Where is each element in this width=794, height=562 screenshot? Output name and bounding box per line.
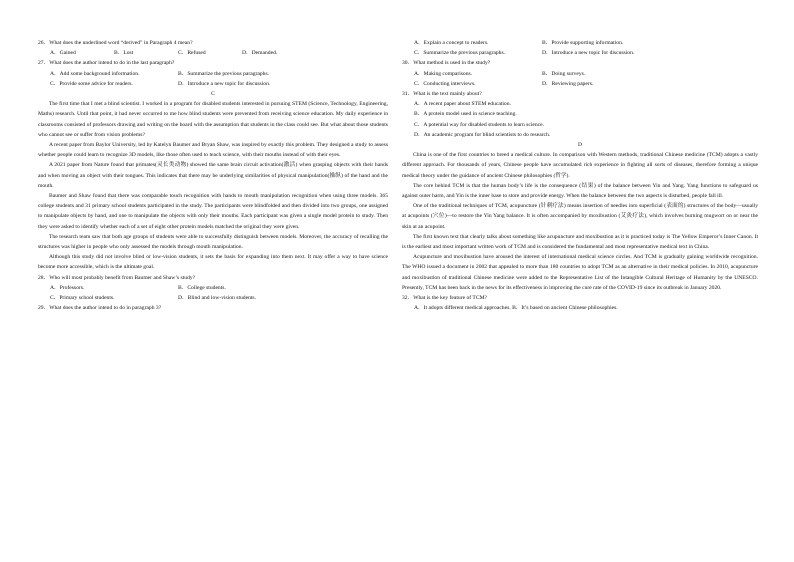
q30-option-b: B．Doing surveys. bbox=[542, 70, 586, 77]
question-28: 28．Who will most probably benefit from Baumer and Shaw’s study? bbox=[38, 274, 196, 281]
q29-option-d: D．Introduce a new topic for discussion. bbox=[542, 50, 635, 57]
q30-option-d: D．Reviewing papers. bbox=[542, 80, 594, 87]
question-27: 27．What does the author intend to do in the last paragraph? bbox=[38, 60, 175, 67]
passage-c-paragraph-1: The first time that I met a blind scientist. I worked in a program for disabled students interested in pursuing STEM (Science, Technology, Engineering, Maths) research. Until that point, it had never occurred to me how blind students were prevented from receiving science education. My daily experience in classrooms consisted of professors drawing and writing on the board with the assumption that students in the class could see. But what about those students who cannot see or suffer from vision problems? bbox=[38, 101, 388, 138]
q27-option-c: C．Provide some advice for readers. bbox=[50, 80, 133, 87]
passage-c-paragraph-6: Although this study did not involve blind or low-vision students, it sets the basis for expanding into them next. It may offer a way to have science become more accessible, which is the ultimate goal. bbox=[38, 254, 388, 271]
section-d-heading: D bbox=[577, 142, 583, 149]
question-28-options-row1 bbox=[38, 283, 388, 293]
passage-c-paragraph-3: A 2021 paper from Nature found that primates(灵长类动物) showed the same brain circuit activation(激活) when grasping objects with their hands and when moving an object with their tongues. This indicates that there may be underlying similarities of physical manipulation(操纵) of the hand and the mouth. bbox=[38, 162, 388, 189]
q31-option-d: D．An academic program for blind scientists to do research. bbox=[414, 131, 551, 138]
question-32: 32．What is the key feature of TCM? bbox=[402, 295, 488, 302]
q26-option-a: A．Gained bbox=[50, 50, 76, 57]
q29-option-b: B．Provide supporting information. bbox=[542, 40, 624, 46]
question-29-options-row1 bbox=[402, 38, 758, 48]
q28-option-b: B．College students. bbox=[178, 284, 226, 291]
question-30-options-row2 bbox=[402, 79, 758, 89]
question-28-options-row2 bbox=[38, 293, 388, 303]
q28-option-a: A．Professors. bbox=[50, 284, 85, 291]
q26-option-d: D．Demanded. bbox=[242, 50, 278, 57]
q30-option-a: A．Making comparisons. bbox=[414, 70, 473, 77]
passage-d-paragraph-1: China is one of the first countries to breed a medical culture. In comparison with Western methods, traditional Chinese medicine (TCM) adopts a vastly different approach. For thousands of years, Chinese people have accumulated rich experience in fighting all sorts of diseases, therefore forming a unique medical theory under the guidance of ancient Chinese philosophies (哲学). bbox=[402, 152, 758, 179]
section-c-heading: C bbox=[211, 91, 215, 98]
question-27-options-row2 bbox=[38, 79, 388, 89]
question-29-options-row2 bbox=[402, 48, 758, 58]
q31-option-b: B．A protein model used in science teaching. bbox=[414, 111, 517, 118]
passage-c-paragraph-2: A recent paper from Baylor University, led by Katelyn Baumer and Bryan Shaw, was inspired by exactly this problem. They designed a study to assess whether people could learn to recognize 3D models, like those often used to teach science, with their mouths instead of with their eyes. bbox=[38, 142, 388, 159]
question-31: 31．What is the text mainly about? bbox=[402, 91, 482, 98]
q29-option-a: A．Explain a concept to readers. bbox=[414, 40, 489, 46]
question-30-options-row1 bbox=[402, 69, 758, 79]
q26-option-b: B．Lost bbox=[114, 50, 134, 57]
q28-option-c: C．Primary school students. bbox=[50, 295, 115, 302]
passage-d-paragraph-3: One of the traditional techniques of TCM, acupuncture (针刺疗法) means insertion of needles into superficial (表面的) structures of the body—usually at acupoints (穴位)—to restore the Yin Yang balance. It is often accompanied by moxibustion (艾灸疗法), which involves burning mugwort on or near the skin at an acupoint. bbox=[402, 203, 758, 230]
right-column bbox=[402, 38, 758, 313]
q30-option-c: C．Conducting interviews. bbox=[414, 80, 476, 87]
q28-option-d: D．Blind and low-vision students. bbox=[178, 295, 257, 302]
q29-option-c: C．Summarize the previous paragraphs. bbox=[414, 50, 506, 57]
question-30: 30．What method is used in the study? bbox=[402, 60, 491, 67]
q27-option-b: B．Summarize the previous paragraphs. bbox=[178, 70, 270, 77]
question-26-options bbox=[38, 48, 388, 58]
q31-option-a: A．A recent paper about STEM education. bbox=[414, 101, 511, 108]
question-29: 29．What does the author intend to do in paragraph 3? bbox=[38, 305, 162, 312]
passage-d-paragraph-5: Acupuncture and moxibustion have aroused the interest of international medical science circles. And TCM is gradually gaining worldwide recognition. The WHO issued a document in 2002 that appealed to more than 180 countries to adopt TCM as an alternative in their medical policies. In 2010, acupuncture and moxibustion of traditional Chinese medicine were added to the Representative List of the Intangible Cultural Heritage of Humanity by the UNESCO. Presently, TCM has been back in the news for its effectiveness in improving the cure rate of the COVID-19 since its outbreak in January 2020. bbox=[402, 254, 758, 291]
question-26: 26．What does the underlined word “derived” in Paragraph 4 mean? bbox=[38, 40, 193, 46]
passage-c-paragraph-4: Baumer and Shaw found that there was comparable touch recognition with hands to mouth manipulation recognition when using three models. 365 college students and 31 primary school students participated in the study. The participants were blindfolded and then divided into two groups, one assigned to manipulate objects by hand, and one to manipulate the objects with only their mouths. Each participant was given a single model protein to study. Then they were asked to identify whether each of a set of eight other protein models matched the original they were given. bbox=[38, 193, 388, 230]
passage-d-paragraph-4: The first known text that clearly talks about something like acupuncture and moxibustion as it is practiced today is The Yellow Emperor’s Inner Canon. It is the earliest and most important written work of TCM and is considered the fundamental and most representative medical text in China. bbox=[402, 233, 758, 251]
q26-option-c: C．Refused bbox=[178, 50, 206, 57]
passage-c-paragraph-5: The research team saw that both age groups of students were able to successfully distinguish between models. Moreover, the accuracy of recalling the structures was higher in people who only assessed the models through mouth manipulation. bbox=[38, 233, 388, 251]
q27-option-d: D．Introduce a new topic for discussion. bbox=[178, 80, 271, 87]
q31-option-c: C．A potential way for disabled students to learn science. bbox=[414, 121, 545, 128]
q27-option-a: A．Add some background information. bbox=[50, 70, 140, 77]
question-27-options-row1 bbox=[38, 69, 388, 79]
q32-options-row1: A．It adopts different medical approaches. B．It’s based on ancient Chinese philosophies. bbox=[414, 305, 618, 312]
passage-d-paragraph-2: The core behind TCM is that the human body’s life is the consequence (结果) of the balance between Yin and Yang. Yang functions to safeguard us against outer harm, and Yin is the inner base to store and provide energy. When the balance between the two aspects is disturbed, people fall ill. bbox=[402, 182, 758, 200]
left-column bbox=[38, 38, 388, 313]
